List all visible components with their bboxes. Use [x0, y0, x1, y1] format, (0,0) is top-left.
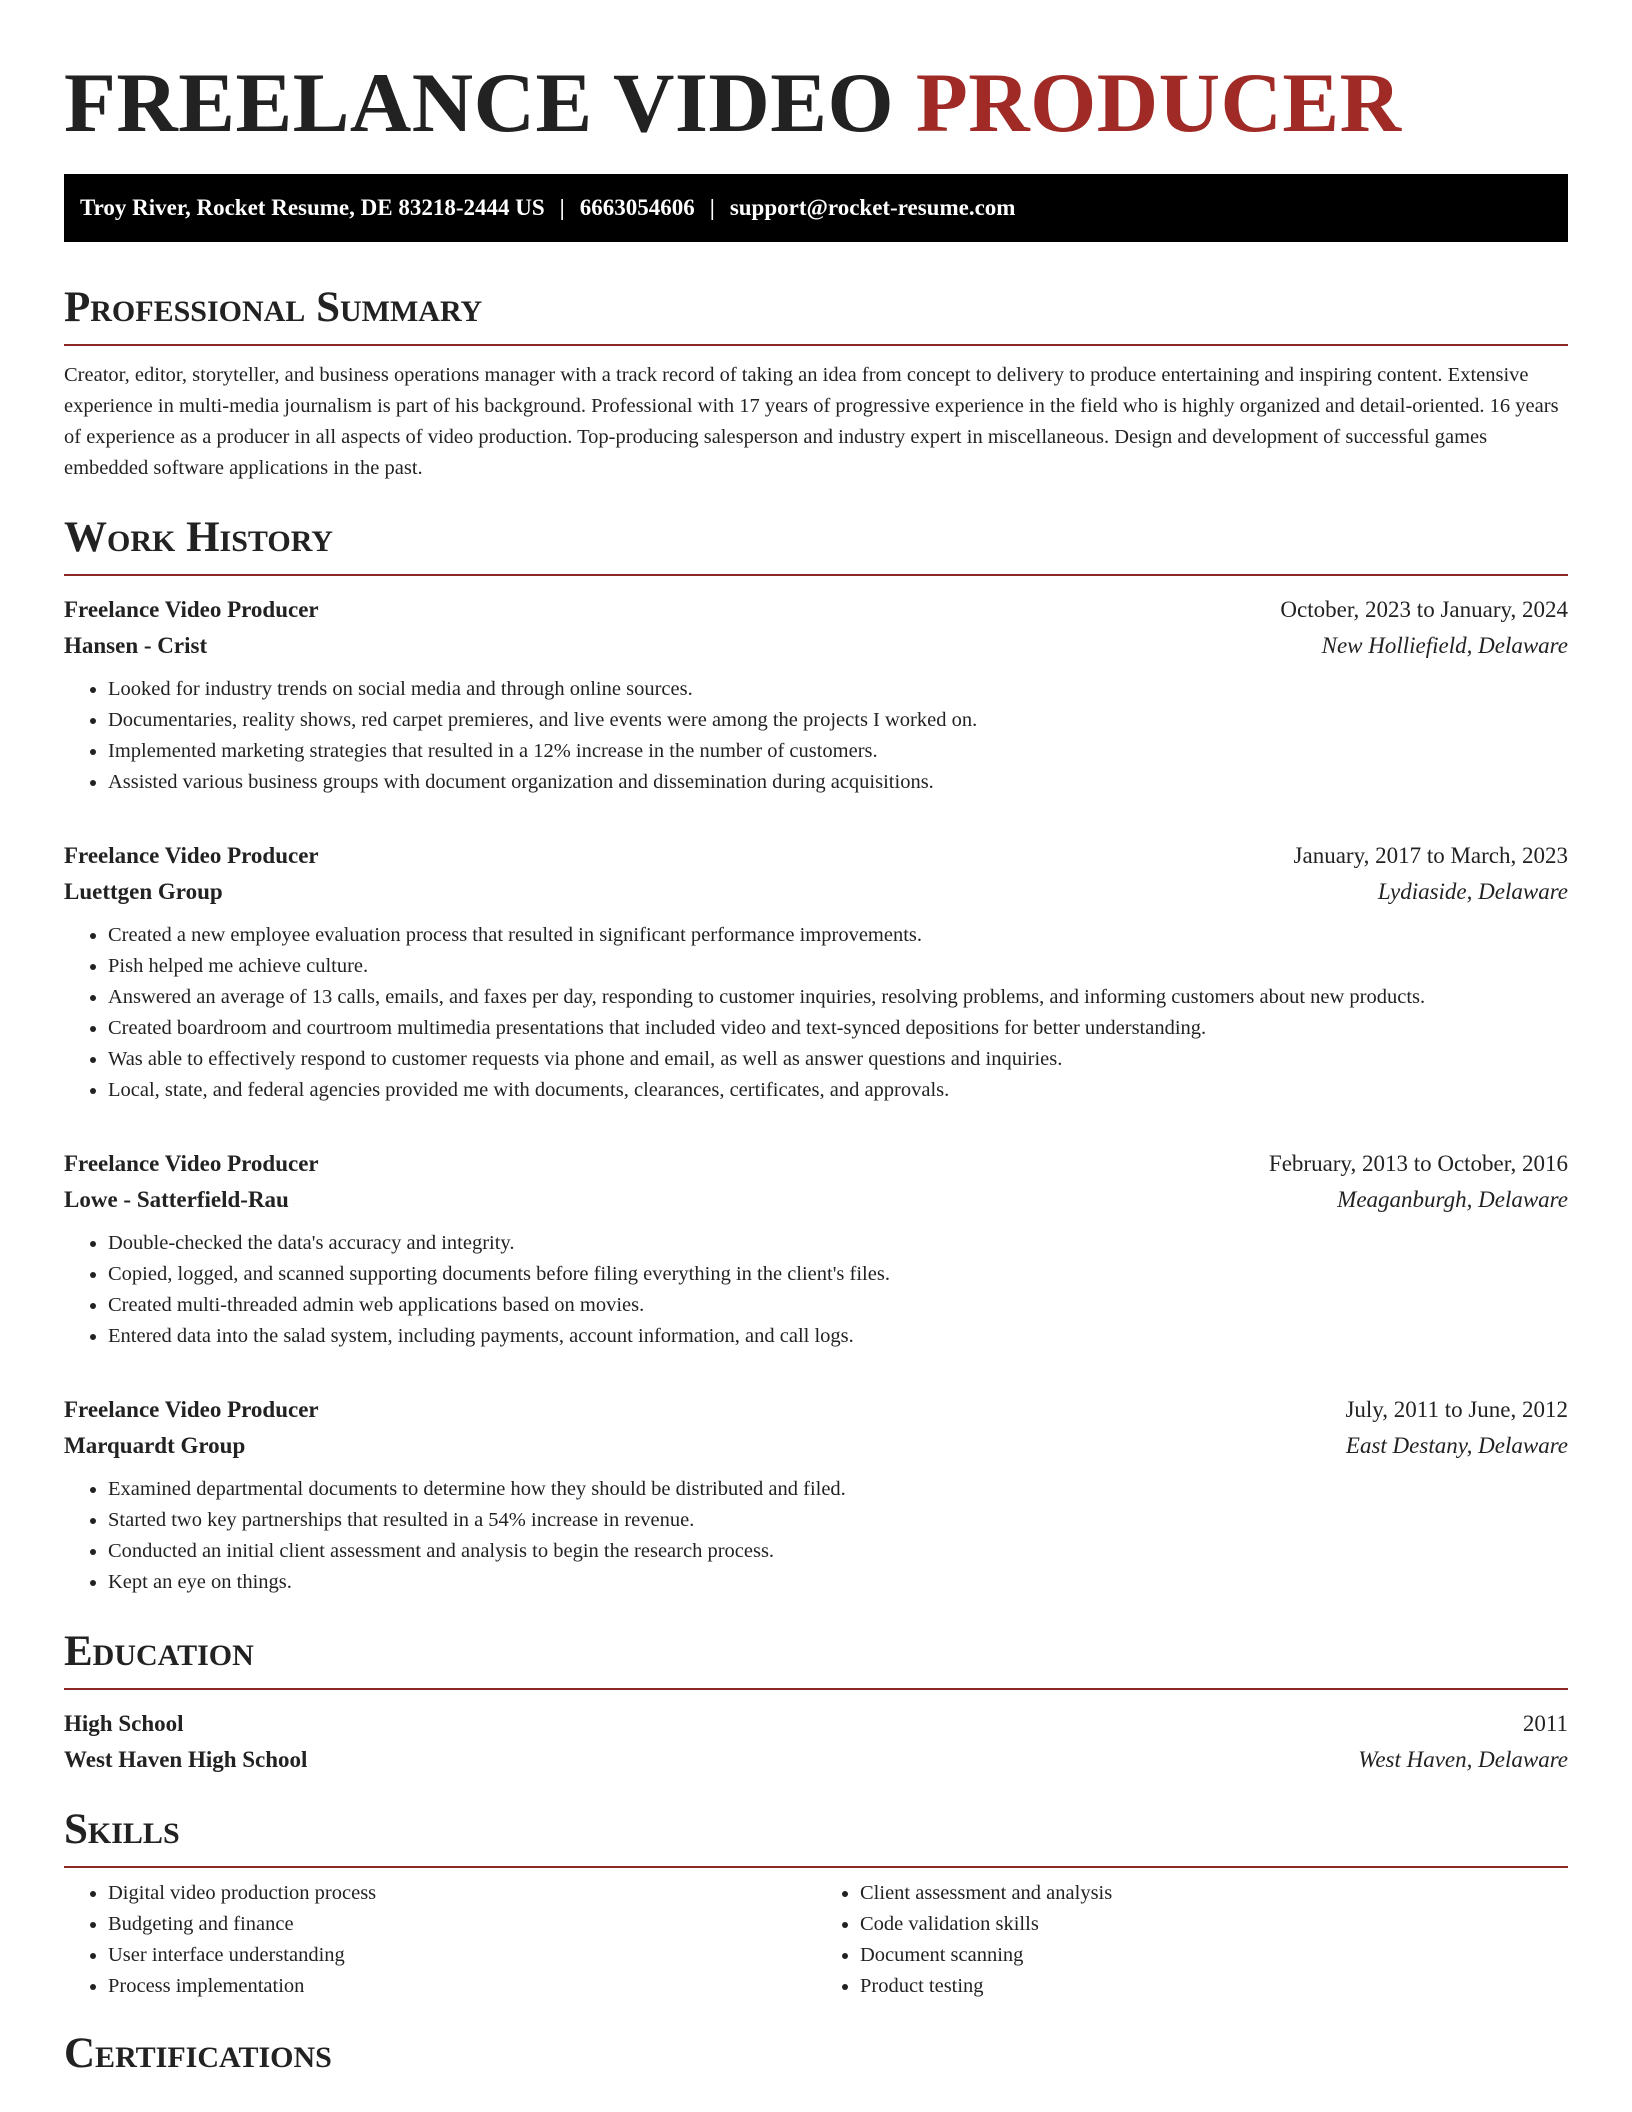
- skill-item: • Digital video production process: [108, 1878, 816, 1909]
- summary-heading: Professional Summary: [64, 282, 1568, 346]
- job-title: Freelance Video Producer: [64, 1397, 319, 1422]
- education-year: 2011: [1522, 1711, 1568, 1736]
- skills-list-left: [64, 1878, 816, 2002]
- contact-bar: [64, 174, 1568, 242]
- certifications-heading: Certifications: [64, 2030, 332, 2077]
- job-entry: [64, 1392, 1568, 1598]
- job-bullet: • Created a new employee evaluation process that resulted in significant performance improvements.: [108, 920, 1568, 951]
- job-company: Hansen - Crist: [64, 633, 208, 658]
- education-heading: Education: [64, 1626, 1568, 1690]
- contact-separator: |: [559, 195, 565, 220]
- contact-email: support@rocket-resume.com: [729, 195, 1016, 220]
- job-entry: [64, 838, 1568, 1106]
- job-dates: January, 2017 to March, 2023: [1293, 843, 1568, 868]
- job-bullet: • Local, state, and federal agencies provided me with documents, clearances, certificates, and approvals.: [108, 1075, 1568, 1106]
- job-bullet: • Conducted an initial client assessment and analysis to begin the research process.: [108, 1536, 1568, 1567]
- job-bullet: • Examined departmental documents to determine how they should be distributed and filed.: [108, 1474, 1568, 1505]
- job-bullet: • Created boardroom and courtroom multimedia presentations that included video and text-synced depositions for better understanding.: [108, 1013, 1568, 1044]
- job-location: East Destany, Delaware: [1345, 1433, 1568, 1458]
- job-dates: February, 2013 to October, 2016: [1268, 1151, 1568, 1176]
- job-entry: [64, 592, 1568, 798]
- job-bullet: • Started two key partnerships that resulted in a 54% increase in revenue.: [108, 1505, 1568, 1536]
- job-bullet: • Assisted various business groups with document organization and dissemination during acquisitions.: [108, 767, 1568, 798]
- job-bullet: • Pish helped me achieve culture.: [108, 951, 1568, 982]
- job-bullet: • Looked for industry trends on social media and through online sources.: [108, 674, 1568, 705]
- job-bullets: [64, 1228, 1568, 1352]
- skill-item: • Product testing: [860, 1971, 1568, 2002]
- contact-separator: |: [709, 195, 715, 220]
- title-accent: PRODUCER: [915, 56, 1402, 150]
- skills-heading: Skills: [64, 1804, 1568, 1868]
- job-bullet: • Double-checked the data's accuracy and integrity.: [108, 1228, 1568, 1259]
- contact-phone: 6663054606: [579, 195, 695, 220]
- job-location: Meaganburgh, Delaware: [1337, 1187, 1568, 1212]
- skills-list-right: [816, 1878, 1568, 2002]
- job-title: Freelance Video Producer: [64, 597, 319, 622]
- job-company: Marquardt Group: [64, 1433, 246, 1458]
- skill-item: • Client assessment and analysis: [860, 1878, 1568, 1909]
- job-bullet: • Was able to effectively respond to customer requests via phone and email, as well as answer questions and inquiries.: [108, 1044, 1568, 1075]
- education-entry: [64, 1706, 1568, 1778]
- job-bullet: • Created multi-threaded admin web applications based on movies.: [108, 1290, 1568, 1321]
- job-location: New Holliefield, Delaware: [1321, 633, 1568, 658]
- skill-item: • Document scanning: [860, 1940, 1568, 1971]
- skill-item: • Budgeting and finance: [108, 1909, 816, 1940]
- job-entry: [64, 1146, 1568, 1352]
- education-school: West Haven High School: [64, 1747, 308, 1772]
- skill-item: • User interface understanding: [108, 1940, 816, 1971]
- resume-title: [64, 0, 1568, 148]
- job-bullet: • Kept an eye on things.: [108, 1567, 1568, 1598]
- job-dates: October, 2023 to January, 2024: [1280, 597, 1568, 622]
- job-bullet: • Copied, logged, and scanned supporting documents before filing everything in the client's files.: [108, 1259, 1568, 1290]
- title-main: FREELANCE VIDEO: [64, 56, 895, 150]
- job-dates: July, 2011 to June, 2012: [1345, 1397, 1568, 1422]
- work-history-heading: Work History: [64, 512, 1568, 576]
- job-title: Freelance Video Producer: [64, 843, 319, 868]
- job-company: Lowe - Satterfield-Rau: [64, 1187, 289, 1212]
- job-title: Freelance Video Producer: [64, 1151, 319, 1176]
- job-location: Lydiaside, Delaware: [1377, 879, 1568, 904]
- job-bullet: • Implemented marketing strategies that resulted in a 12% increase in the number of customers.: [108, 736, 1568, 767]
- job-bullets: [64, 920, 1568, 1106]
- job-bullets: [64, 1474, 1568, 1598]
- contact-address: Troy River, Rocket Resume, DE 83218-2444 US: [80, 195, 545, 220]
- job-company: Luettgen Group: [64, 879, 223, 904]
- education-degree: High School: [64, 1711, 184, 1736]
- job-bullet: • Entered data into the salad system, including payments, account information, and call logs.: [108, 1321, 1568, 1352]
- skill-item: • Code validation skills: [860, 1909, 1568, 1940]
- skill-item: • Process implementation: [108, 1971, 816, 2002]
- skills-grid: [64, 1878, 1568, 2002]
- education-location: West Haven, Delaware: [1358, 1747, 1568, 1772]
- summary-text: Creator, editor, storyteller, and business operations manager with a track record of taking an idea from concept to delivery to produce entertaining and inspiring content. Extensive experience in multi-media journalism is part of his background. Professional with 17 years of progressive experience in the field who is highly organized and detail-oriented. 16 years of experience as a producer in all aspects of video production. Top-producing salesperson and industry expert in miscellaneous. Design and development of successful games embedded software applications in the past.: [64, 364, 1559, 479]
- job-bullet: • Documentaries, reality shows, red carpet premieres, and live events were among the projects I worked on.: [108, 705, 1568, 736]
- job-bullet: • Answered an average of 13 calls, emails, and faxes per day, responding to customer inquiries, resolving problems, and informing customers about new products.: [108, 982, 1568, 1013]
- job-bullets: [64, 674, 1568, 798]
